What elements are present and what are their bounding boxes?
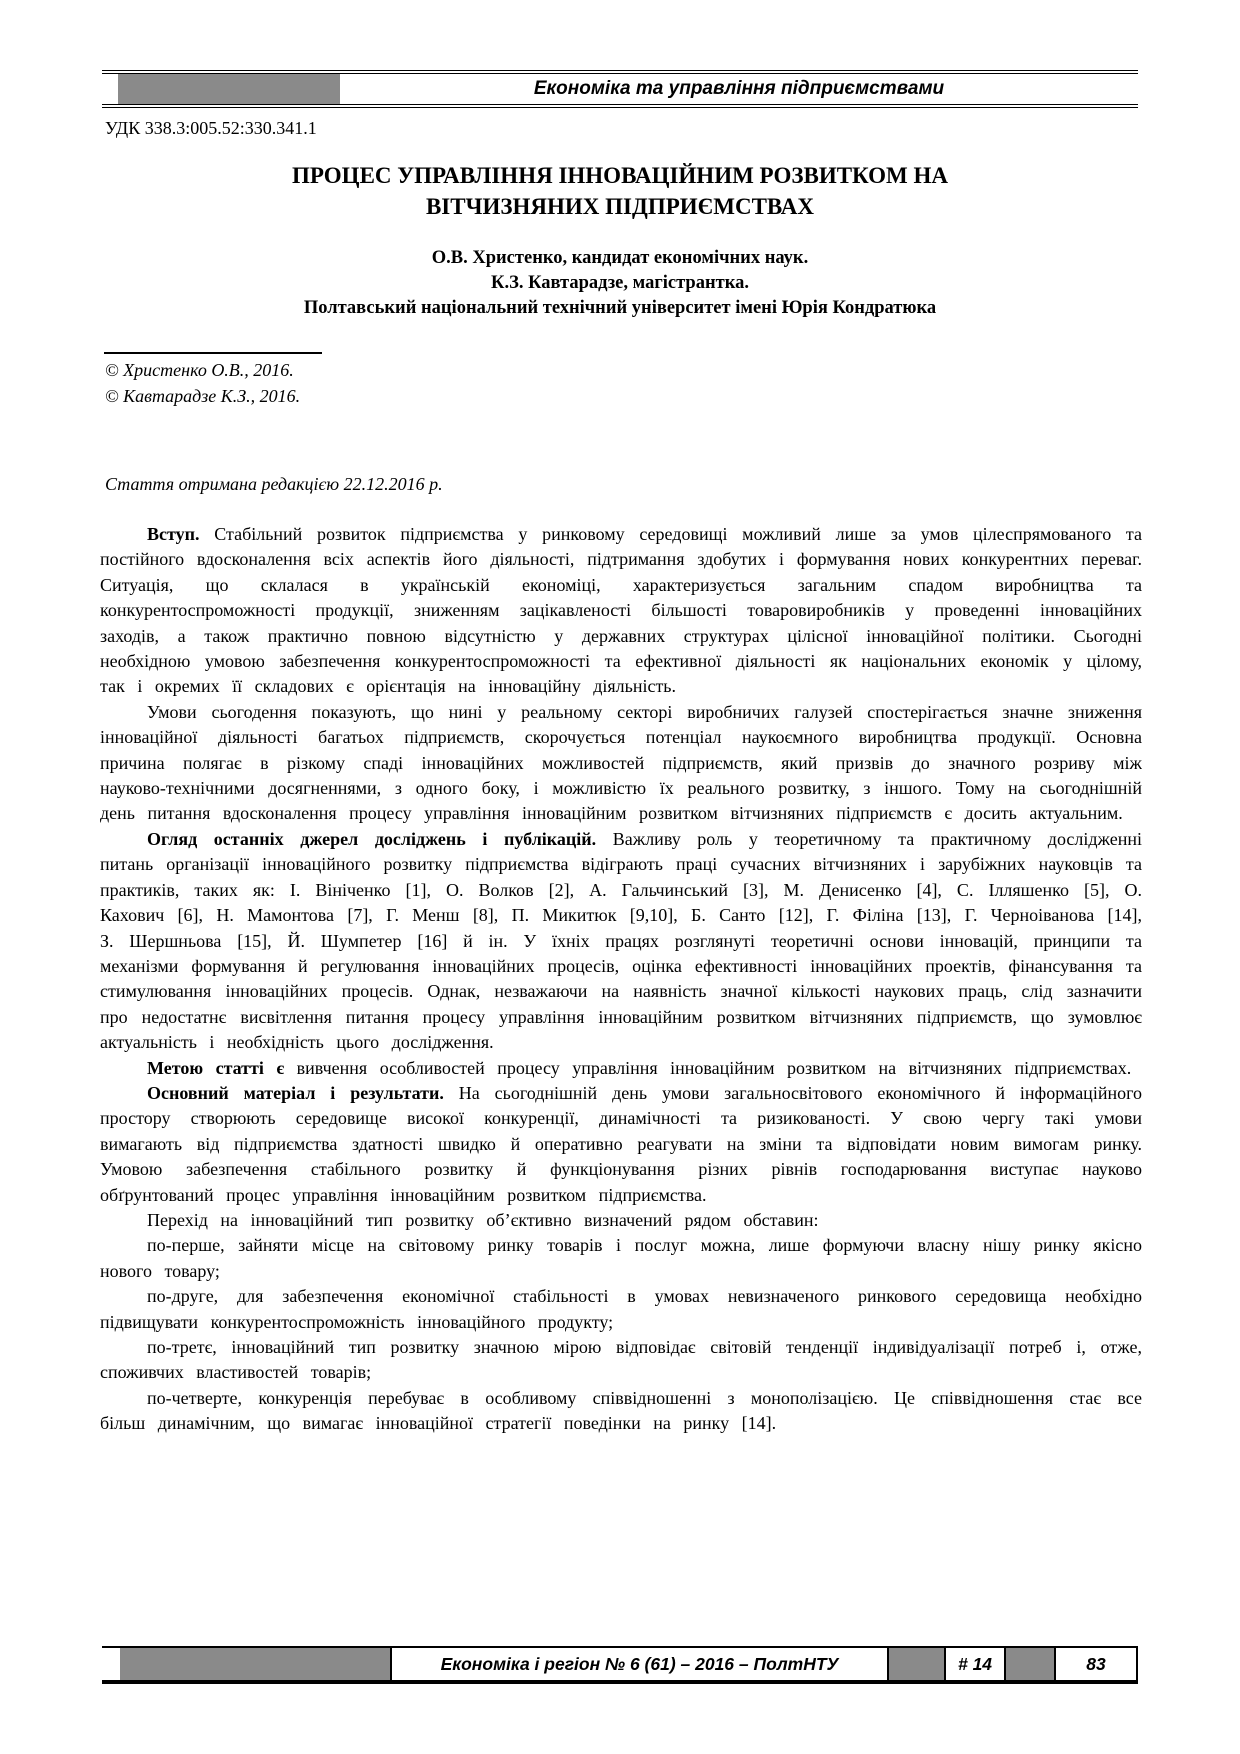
paragraph-point-third [100,1335,1142,1386]
paragraph-point-third-text: по-третє, інноваційний тип розвитку значною мірою відповідає світовій тенденції індивідуалізації потреб і, отже, споживчих властивостей товарів; [100,1337,1142,1383]
paragraph-main-material-text: На сьогоднішній день умови загальносвітового економічного й інформаційного простору створюють середовище високої конкуренції, динамічності та ризикованості. У свою чергу такі умови вимагають від підприємства здатності швидко й оперативно реагувати на зміни та відповідати новим вимогам ринку. Умовою забезпечення стабільного розвитку й функціонування різних рівнів господарювання виступає науково обґрунтований процес управління інноваційним розвитком підприємства. [100,1082,1142,1205]
footer-gray-block-mid-2 [1006,1648,1054,1680]
received-date-line: Стаття отримана редакцією 22.12.2016 р. [105,474,443,494]
footnote-separator-rule [104,352,322,354]
udc-code: УДК 338.3:005.52:330.341.1 [105,118,317,138]
paragraph-point-second [100,1284,1142,1335]
paragraph-conditions [100,700,1142,827]
copyright-line-2: © Кавтарадзе К.З., 2016. [105,386,301,406]
paragraph-goal-lead: Метою статті є [147,1057,285,1078]
journal-section-title: Економіка та управління підприємствами [533,78,945,99]
paragraph-point-second-text: по-друге, для забезпечення економічної стабільності в умовах невизначеного ринкового середовища необхідно підвищувати конкурентоспроможність інноваційного продукту; [100,1286,1142,1332]
paragraph-main-material [100,1081,1142,1208]
paragraph-transition-text: Перехід на інноваційний тип розвитку об’єктивно визначений рядом обставин: [147,1209,819,1230]
paragraph-intro [100,522,1142,700]
paragraph-point-fourth [100,1386,1142,1437]
paragraph-point-first-text: по-перше, зайняти місце на світовому ринку товарів і послуг можна, лише формуючи власну нішу ринку якісно нового товару; [100,1235,1142,1281]
paragraph-goal-text: вивчення особливостей процесу управління інноваційним розвитком на вітчизняних підприємствах. [296,1057,1132,1078]
article-title [100,160,1140,222]
journal-header-band [102,70,1138,108]
authors-block [100,246,1140,321]
article-body [100,522,1142,1640]
paragraph-literature-review-text: Важливу роль у теоретичному та практичному дослідженні питань організації інноваційного розвитку підприємства відіграють праці сучасних вітчизняних і зарубіжних науковців та практиків, таких як: І. Вініченко [1], О. Волков [2], А. Гальчинський [3], М. Денисенко [4], С. Ілляшенко [5], О. Кахович [6], Н. Мамонтова [7], Г. Менш [8], П. Микитюк [9,10], Б. Санто [12], Г. Філіна [13], Г. Черноіванова [14], З. Шершньова [15], Й. Шумпетер [16] й ін. У їхніх працях розглянуті теоретичні основи інновацій, принципи та механізми формування й регулювання інноваційних процесів, оцінка ефективності інноваційних проектів, фінансування та стимулювання інноваційних процесів. Однак, незважаючи на наявність значної кількості наукових праць, слід зазначити про недостатнє висвітлення питання процесу управління інноваційним розвитком вітчизняних підприємств, що зумовлює актуальність і необхідність цього дослідження. [100,828,1142,1053]
article-title-line-2: ВІТЧИЗНЯНИХ ПІДПРИЄМСТВАХ [425,194,815,219]
paragraph-conditions-text: Умови сьогодення показують, що нині у реальному секторі виробничих галузей спостерігається значне зниження інноваційної діяльності багатьох підприємств, скорочується потенціал наукоємного виробництва продукції. Основна причина полягає в різкому спаді інноваційних можливостей підприємств, який призвів до значного розриву між науково-технічними досягненнями, з одного боку, і можливістю їх реального розвитку, з іншого. Тому на сьогоднішній день питання вдосконалення процесу управління інноваційним розвитком вітчизняних підприємств є досить актуальним. [100,701,1142,824]
footer-issue-marker: # 14 [944,1648,1006,1680]
paragraph-transition [100,1208,1142,1233]
footer-page-number: 83 [1054,1648,1138,1680]
paragraph-point-first [100,1233,1142,1284]
paragraph-literature-review [100,827,1142,1056]
affiliation-line: Полтавський національний технічний університет імені Юрія Кондратюка [303,298,937,318]
footer-gray-block-left [120,1648,390,1680]
paragraph-intro-lead: Вступ. [147,524,200,544]
paragraph-point-fourth-text: по-четверте, конкуренція перебуває в особливому співвідношенні з монополізацією. Це співвідношення стає все більш динамічним, що вимагає інноваційної стратегії поведінки на ринку [14]. [100,1387,1142,1434]
paragraph-literature-review-lead: Огляд останніх джерел досліджень і публікацій. [147,828,597,849]
copyright-line-1: © Христенко О.В., 2016. [105,360,294,380]
header-gray-block [118,74,340,104]
copyright-block [105,357,300,409]
paragraph-intro-text: Стабільний розвиток підприємства у ринковому середовищі можливий лише за умов цілеспрямованого та постійного вдосконалення всіх аспектів його діяльності, підтримання здобутих і формування нових конкурентних переваг. Ситуація, що склалася в українській економіці, характеризується загальним спадом виробництва та конкурентоспроможності продукції, зниженням зацікавленості більшості товаровиробників у проведенні інноваційних заходів, а також практично повною відсутністю у державних структурах цілісної інноваційної політики. Сьогодні необхідною умовою забезпечення конкурентоспроможності та ефективної діяльності як національних економік у цілому, так і окремих її складових є орієнтація на інноваційну діяльність. [100,524,1142,697]
article-title-line-1: ПРОЦЕС УПРАВЛІННЯ ІННОВАЦІЙНИМ РОЗВИТКОМ НА [291,163,949,188]
author-line-2: К.З. Кавтарадзе, магістрантка. [491,273,749,293]
paragraph-goal [100,1056,1142,1081]
footer-band [102,1646,1138,1684]
footer-gray-block-mid-1 [889,1648,944,1680]
footer-journal-title: Економіка і регіон № 6 (61) – 2016 – ПолтНТУ [390,1648,889,1680]
paragraph-main-material-lead: Основний матеріал і результати. [147,1082,444,1103]
author-line-1: О.В. Христенко, кандидат економічних наук. [431,248,809,268]
